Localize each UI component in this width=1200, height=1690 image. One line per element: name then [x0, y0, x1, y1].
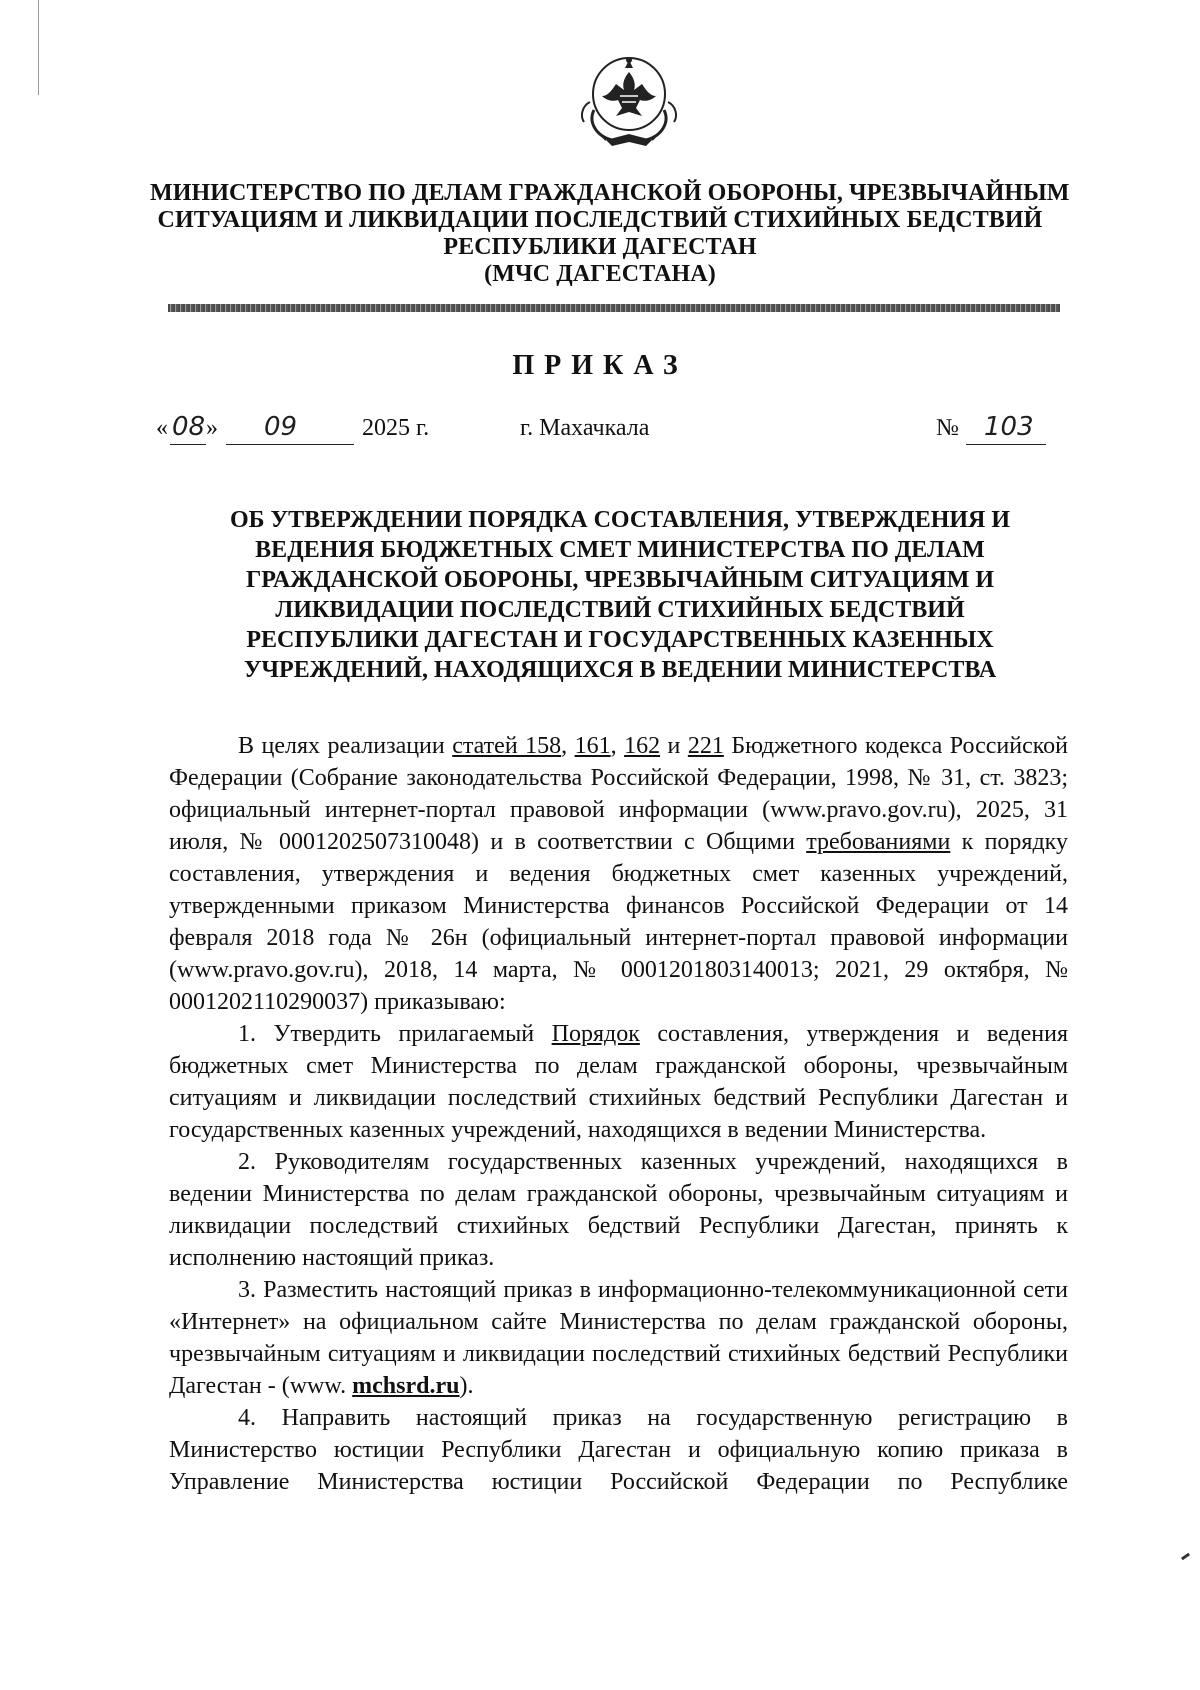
ministry-abbreviation: (МЧС ДАГЕСТАНА): [484, 261, 716, 287]
item-text: 3. Разместить настоящий приказ в информационно-телекоммуникационной сети «Интернет» на официальном сайте Министерства по делам гражданской обороны, чрезвычайным ситуациям и ликвидации последствий стихийных бедствий Республики Дагестан - (www.: [169, 1277, 1068, 1399]
item-4-paragraph: 4. Направить настоящий приказ на государственную регистрацию в Министерство юстиции Республики Дагестан и официальную копию приказа в Управление Министерства юстиции Российской Федерации по Республике: [169, 1405, 1068, 1495]
link-mchsrd-site[interactable]: mchsrd.ru: [352, 1373, 460, 1399]
ministry-name-line: РЕСПУБЛИКИ ДАГЕСТАН: [443, 234, 757, 260]
ministry-header: [150, 180, 1070, 288]
scan-edge-line: [38, 0, 39, 95]
preamble-text: и: [660, 733, 688, 759]
day-underline: [170, 444, 206, 445]
number-sign: №: [936, 415, 959, 441]
link-requirements[interactable]: требованиями: [806, 829, 951, 855]
city: г. Махачкала: [520, 415, 650, 441]
handwritten-day: 08: [172, 412, 206, 442]
date-line: [0, 412, 1200, 455]
document-title: [160, 505, 1080, 685]
document-body: [169, 730, 1068, 1498]
title-line: ЛИКВИДАЦИИ ПОСЛЕДСТВИЙ СТИХИЙНЫХ БЕДСТВИЙ: [275, 597, 965, 623]
handwritten-number: 103: [984, 412, 1034, 442]
link-poryadok[interactable]: Порядок: [551, 1021, 640, 1047]
number-underline: [966, 444, 1046, 445]
title-line: РЕСПУБЛИКИ ДАГЕСТАН И ГОСУДАРСТВЕННЫХ КАЗЕННЫХ: [246, 627, 994, 653]
item-text: ).: [459, 1373, 474, 1399]
preamble-text: Бюджетного кодекса Российской Федерации (Собрание законодательства Российской Федерации, 1998, № 31, ст. 3823; официальный интернет-портал правовой информации (www.pravo.gov.ru), 2025, 31 июля, № 0001202507310048) и в соответствии с Общими: [169, 733, 1069, 855]
year: 2025 г.: [362, 415, 430, 441]
preamble-text: ,: [610, 733, 625, 759]
preamble-text: В целях реализации: [238, 733, 453, 759]
title-line: ОБ УТВЕРЖДЕНИИ ПОРЯДКА СОСТАВЛЕНИЯ, УТВЕРЖДЕНИЯ И: [229, 507, 1011, 533]
item-2-paragraph: 2. Руководителям государственных казенных учреждений, находящихся в ведении Министерства по делам гражданской обороны, чрезвычайным ситуациям и ликвидации последствий стихийных бедствий Республики Дагестан, принять к исполнению настоящий приказ.: [169, 1149, 1068, 1271]
title-line: УЧРЕЖДЕНИЙ, НАХОДЯЩИХСЯ В ВЕДЕНИИ МИНИСТЕРСТВА: [243, 657, 997, 683]
preamble-text: к порядку составления, утверждения и ведения бюджетных смет казенных учреждений, утвержденными приказом Министерства финансов Российской Федерации от 14 февраля 2018 года № 26н (официальный интернет-портал правовой информации (www.pravo.gov.ru), 2018, 14 марта, № 0001201803140013; 2021, 29 октября, № 0001202110290037) приказываю:: [169, 829, 1068, 1015]
quote-open: «: [156, 415, 168, 441]
quote-close: »: [206, 415, 218, 441]
item-text: 1. Утвердить прилагаемый: [238, 1021, 552, 1047]
ministry-name-line: МИНИСТЕРСТВО ПО ДЕЛАМ ГРАЖДАНСКОЙ ОБОРОНЫ, ЧРЕЗВЫЧАЙНЫМ: [150, 180, 1070, 206]
header-divider: [168, 304, 1060, 312]
coat-of-arms-emblem: [572, 50, 686, 154]
item-text: составления, утверждения и ведения бюджетных смет Министерства по делам гражданской обороны, чрезвычайным ситуациям и ликвидации последствий стихийных бедствий Республики Дагестан и государственных казенных учреждений, находящихся в ведении Министерства.: [169, 1021, 1069, 1143]
month-underline: [226, 444, 354, 445]
scan-mark: [1181, 1553, 1190, 1561]
preamble-text: ,: [561, 733, 575, 759]
link-article-162[interactable]: 162: [624, 733, 661, 759]
document-type: ПРИКАЗ: [512, 350, 688, 381]
item-1-paragraph: [169, 1018, 1068, 1146]
title-line: ГРАЖДАНСКОЙ ОБОРОНЫ, ЧРЕЗВЫЧАЙНЫМ СИТУАЦИЯМ И: [245, 567, 995, 593]
link-article-161[interactable]: 161: [574, 733, 611, 759]
ministry-name-line: СИТУАЦИЯМ И ЛИКВИДАЦИИ ПОСЛЕДСТВИЙ СТИХИЙНЫХ БЕДСТВИЙ: [157, 207, 1043, 233]
link-article-221[interactable]: 221: [687, 733, 724, 759]
link-article-158[interactable]: статей 158: [452, 733, 562, 759]
preamble-paragraph: [169, 730, 1068, 1018]
title-line: ВЕДЕНИЯ БЮДЖЕТНЫХ СМЕТ МИНИСТЕРСТВА ПО ДЕЛАМ: [255, 537, 985, 563]
handwritten-month: 09: [264, 412, 298, 442]
item-3-paragraph: [169, 1274, 1068, 1402]
